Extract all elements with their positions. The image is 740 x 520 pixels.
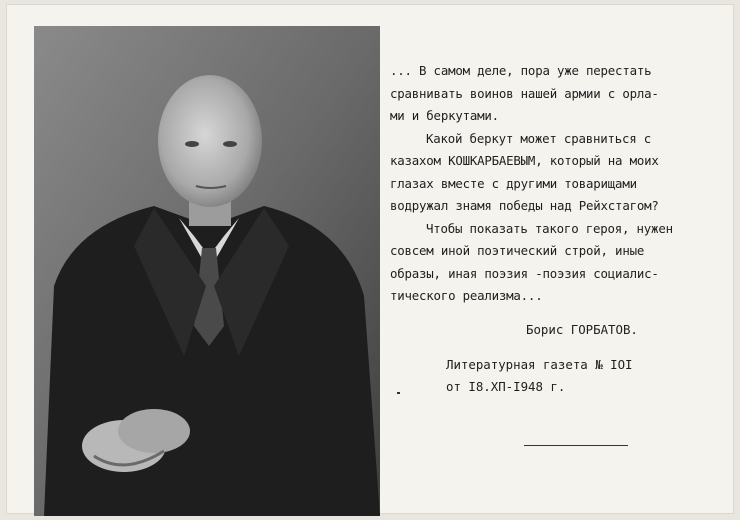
quote-line: тического реализма...	[390, 288, 543, 303]
quote-line: водружал знамя победы над Рейхстагом?	[390, 198, 659, 213]
quote-line: образы, иная поэзия -поэзия социалис-	[390, 265, 659, 281]
quote-line: ми и беркутами.	[390, 108, 499, 123]
quote-line: Чтобы показать такого героя, нужен	[426, 220, 673, 236]
quote-line: сравнивать воинов нашей армии с орла-	[390, 85, 659, 101]
underline-rule	[524, 445, 628, 446]
author-signature: Борис ГОРБАТОВ.	[526, 322, 638, 337]
margin-mark	[397, 392, 400, 394]
quote-line: глазах вместе с другими товарищами	[390, 175, 637, 191]
portrait-photo	[34, 26, 380, 516]
source-line-1: Литературная газета № IOI	[446, 357, 633, 372]
quote-text	[390, 60, 730, 308]
quote-line: Какой беркут может сравниться с	[426, 130, 652, 146]
quote-line: казахом КОШКАРБАЕВЫМ, который на моих	[390, 153, 659, 168]
quote-line: ... В самом деле, пора уже перестать	[390, 63, 652, 78]
source-citation	[446, 354, 633, 398]
document-sheet	[6, 4, 734, 514]
source-line-2: от I8.XП-I948 г.	[446, 379, 566, 394]
quote-line: совсем иной поэтический строй, иные	[390, 243, 645, 258]
